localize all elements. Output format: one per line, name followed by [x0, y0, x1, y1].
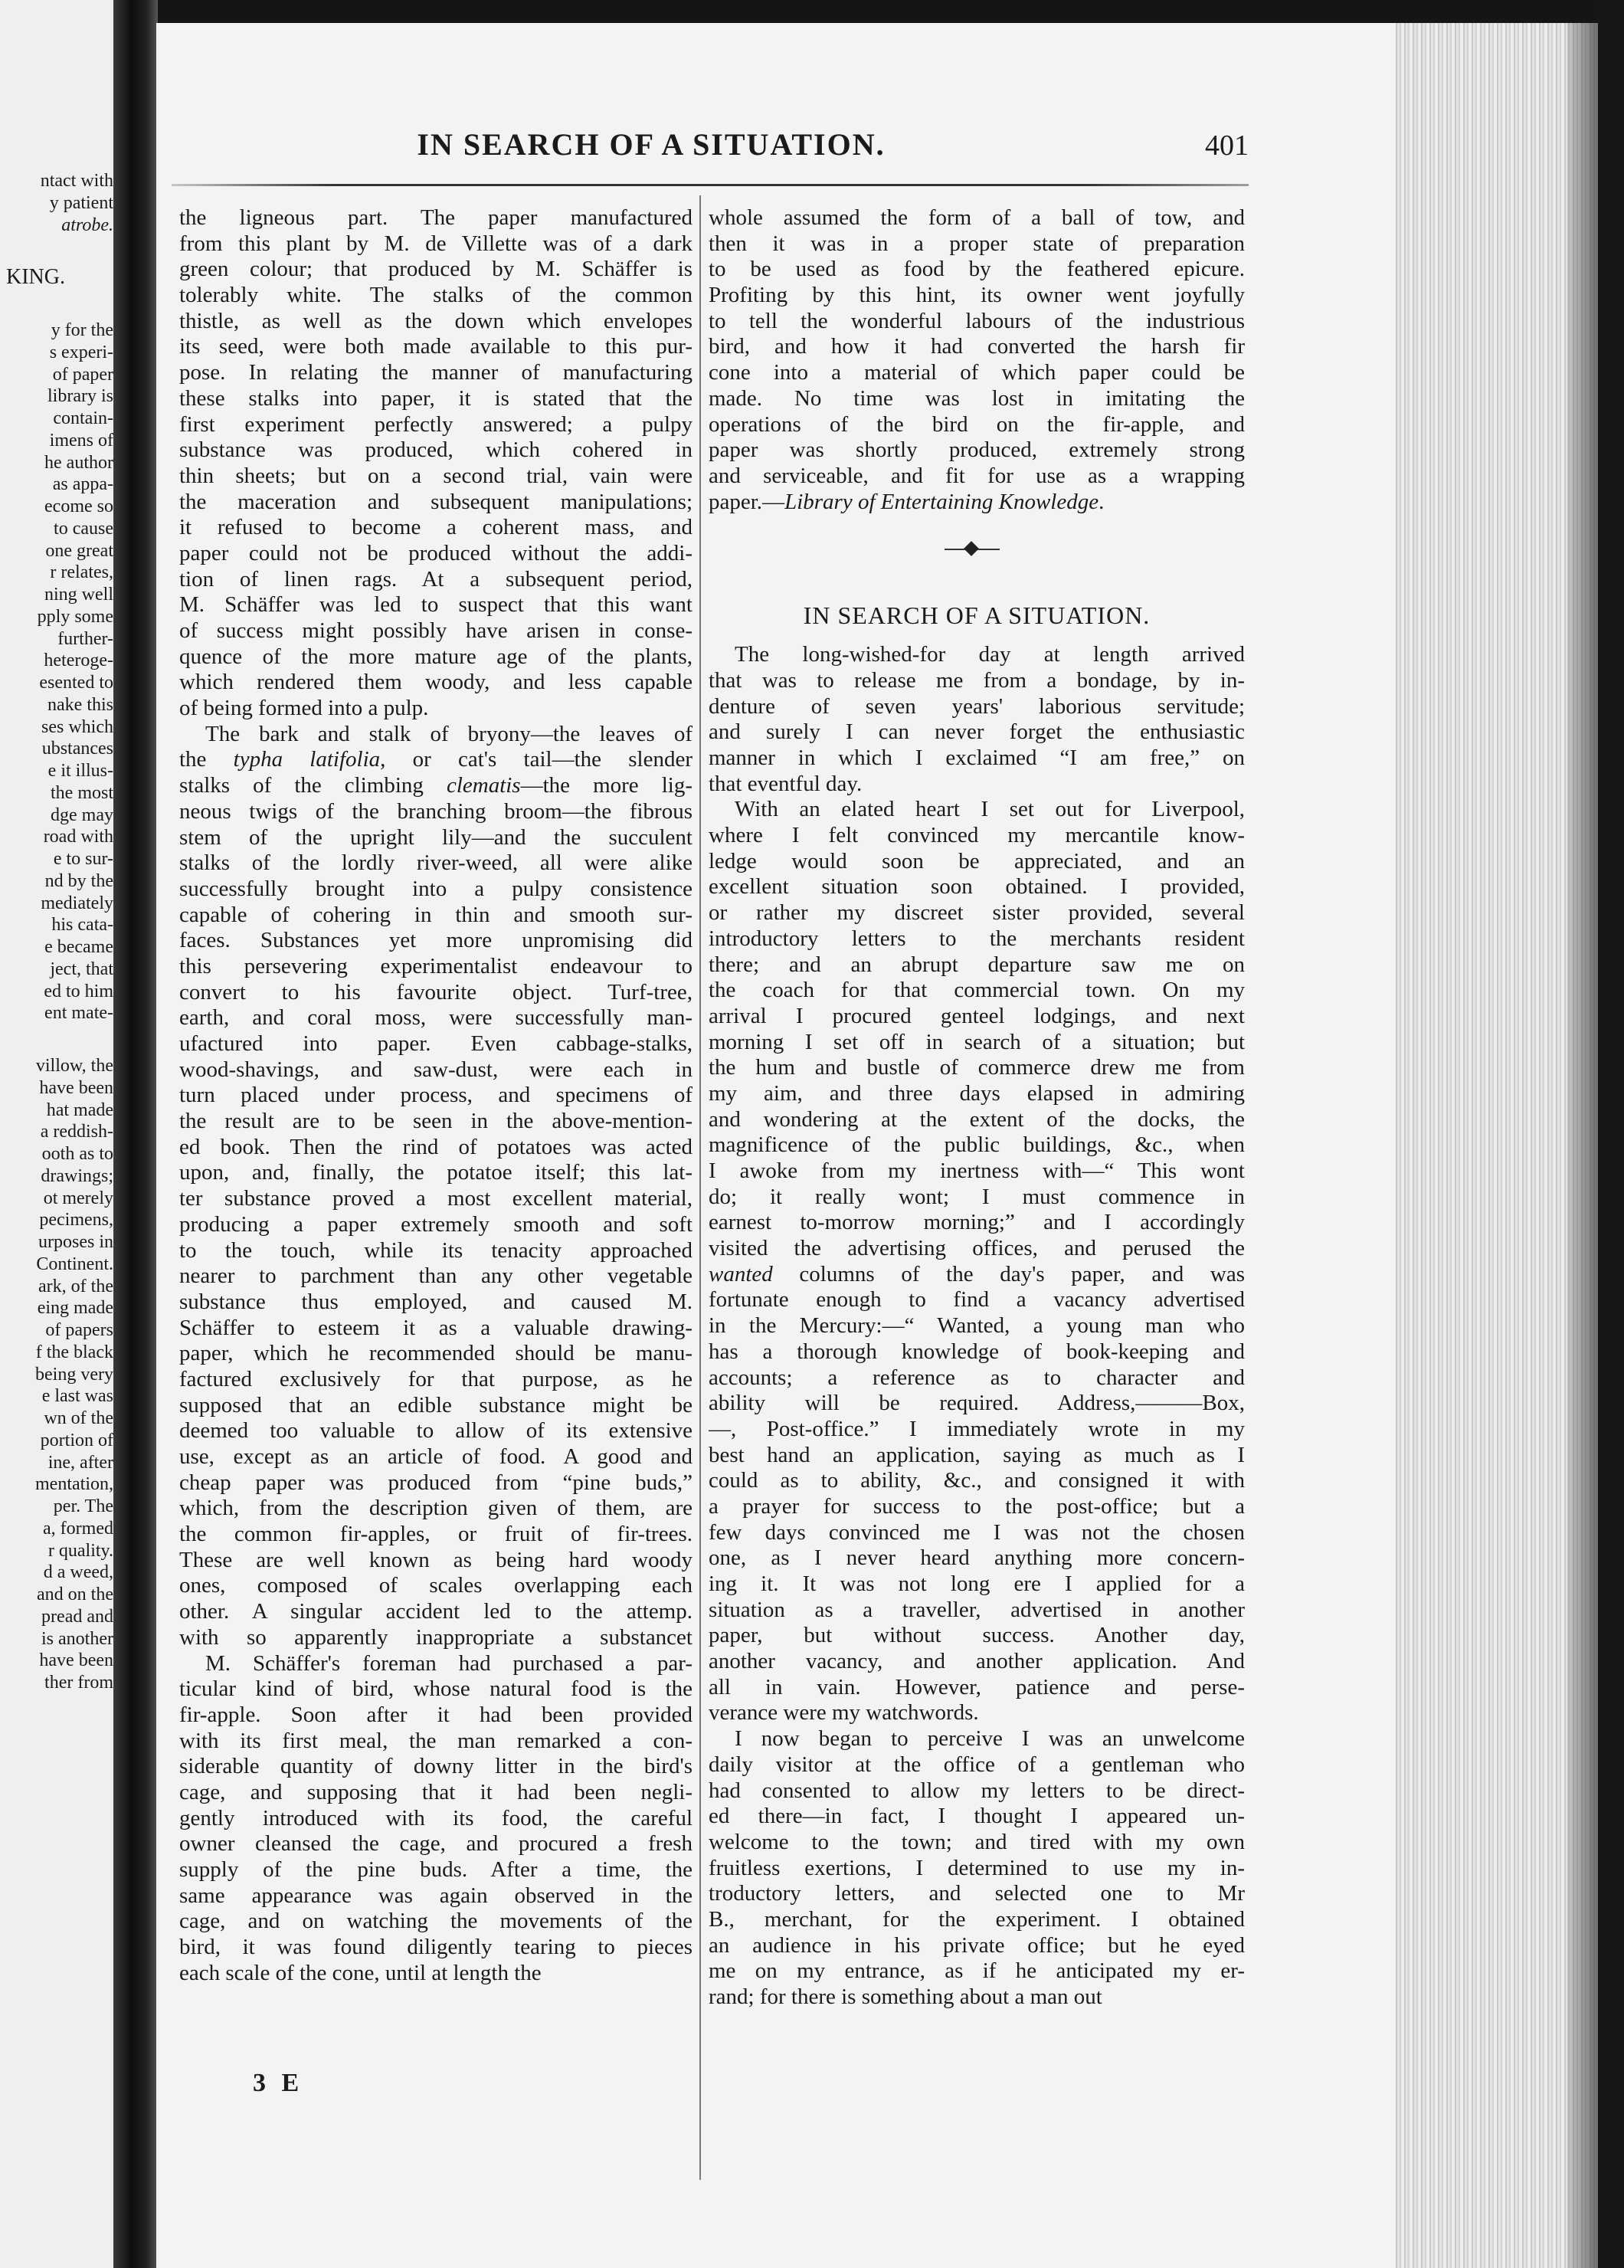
- text-line: or rather my discreet sister provided, several: [709, 900, 1245, 926]
- text-line: paper could not be produced without the addi-: [179, 540, 692, 565]
- facing-page-line: nd by the: [44, 870, 113, 891]
- text-line: one, as I never heard anything more concern-: [709, 1545, 1245, 1571]
- facing-page-line: nake this: [47, 694, 113, 715]
- text-line: made. No time was lost in imitating the: [709, 385, 1245, 411]
- right-column: [709, 205, 1245, 2011]
- text-line: do; it really wont; I must commence in: [709, 1184, 1245, 1209]
- text-line: use, except as an article of food. A good and: [179, 1444, 692, 1469]
- text-line: all in vain. However, patience and perse-: [709, 1674, 1245, 1699]
- facing-page-line: heteroge-: [44, 651, 113, 671]
- header-rule: [172, 184, 1249, 186]
- text-line: other. A singular accident led to the attemp.: [179, 1599, 692, 1624]
- text-line: each scale of the cone, until at length the: [179, 1960, 542, 1985]
- facing-page-line: pecimens,: [39, 1210, 113, 1231]
- text-line: The long-wished-for day at length arrived: [735, 642, 1245, 667]
- text-line: capable of cohering in thin and smooth sur-: [179, 902, 692, 927]
- text-line: of being formed into a pulp.: [179, 696, 429, 721]
- text-line: introductory letters to the merchants resident: [709, 926, 1245, 951]
- text-line: that was to release me from a bondage, by in-: [709, 667, 1245, 693]
- facing-page-line: to cause: [54, 518, 113, 539]
- text-line: quence of the more mature age of the plants,: [179, 644, 692, 669]
- facing-page-line: [6, 236, 113, 267]
- book-gutter: [113, 0, 158, 2268]
- facing-page-line: wn of the: [44, 1408, 113, 1428]
- text-line: turn placed under process, and specimens of: [179, 1083, 692, 1108]
- facing-page-line: portion of: [40, 1430, 113, 1450]
- facing-page-line: ark, of the: [38, 1276, 113, 1296]
- text-line: green colour; that produced by M. Schäffer is: [179, 257, 692, 282]
- text-line: to the touch, while its tenacity approached: [179, 1237, 692, 1263]
- text-line: has a thorough knowledge of book-keeping and: [709, 1339, 1245, 1364]
- text-line: situation as a traveller, advertised in another: [709, 1597, 1245, 1622]
- continued-text: [709, 205, 1245, 515]
- facing-page-line: r quality.: [47, 1540, 113, 1561]
- text-line: cone into a material of which paper could be: [709, 360, 1245, 385]
- facing-page-line: and on the: [37, 1585, 113, 1604]
- text-line: another vacancy, and another application. And: [709, 1649, 1245, 1674]
- text-line: deemed too valuable to allow of its extensive: [179, 1418, 692, 1444]
- facing-page-line: ine, after: [47, 1452, 113, 1473]
- text-line: morning I set off in search of a situation; but: [709, 1029, 1245, 1054]
- text-line: verance were my watchwords.: [709, 1700, 979, 1726]
- text-line: could as to ability, &c., and consigned it with: [709, 1468, 1245, 1493]
- facing-page-line: is another: [41, 1628, 113, 1649]
- ornament-diamond: [964, 541, 979, 556]
- text-line: M. Schäffer's foreman had purchased a par-: [205, 1650, 692, 1676]
- text-line: me on my entrance, as if he anticipated my er-: [709, 1958, 1245, 1984]
- text-line: to be used as food by the feathered epicure.: [709, 257, 1245, 282]
- facing-page-line: mediately: [41, 893, 113, 913]
- text-line: my aim, and three days elapsed in admiring: [709, 1080, 1245, 1106]
- facing-page-line: ubstances: [41, 739, 113, 759]
- facing-page-line: ecome so: [44, 497, 113, 516]
- text-line: earnest to-morrow morning;” and I accordingly: [709, 1210, 1245, 1235]
- text-line: had consented to allow my letters to be direct-: [709, 1778, 1245, 1803]
- text-line: and surely I can never forget the enthusiastic: [709, 719, 1245, 745]
- facing-page-line: being very: [35, 1364, 113, 1385]
- text-line: wood-shavings, and saw-dust, were each in: [179, 1057, 692, 1082]
- text-line: —, Post-office.” I immediately wrote in my: [709, 1416, 1245, 1441]
- article-body: [709, 642, 1245, 2010]
- article-title: IN SEARCH OF A SITUATION.: [803, 601, 1151, 630]
- text-line: the common fir-apples, or fruit of fir-trees.: [179, 1522, 692, 1547]
- facing-page-line: esented to: [39, 673, 113, 693]
- facing-page-line: drawings;: [41, 1165, 113, 1186]
- facing-page-line: ning well: [44, 585, 113, 605]
- text-line: ter substance proved a most excellent material,: [179, 1186, 692, 1211]
- text-line: the typha latifolia, or cat's tail—the slender: [179, 747, 692, 772]
- text-line: the hum and bustle of commerce drew me from: [709, 1055, 1245, 1080]
- facing-page-line: eing made: [37, 1298, 113, 1319]
- text-line: it refused to become a coherent mass, and: [179, 515, 692, 540]
- facing-page-line: have been: [39, 1077, 113, 1098]
- text-line: with so apparently inappropriate a substancet: [179, 1624, 692, 1650]
- text-line: bird, it was found diligently tearing to pieces: [179, 1935, 692, 1960]
- text-line: thin sheets; but on a second trial, vain were: [179, 463, 692, 488]
- text-line: then it was in a proper state of preparation: [709, 231, 1245, 256]
- facing-page-line: road with: [43, 827, 113, 847]
- facing-page-line: imens of: [49, 430, 113, 451]
- text-line: cheap paper was produced from “pine buds,”: [179, 1470, 692, 1495]
- text-line: ing it. It was not long ere I applied for a: [709, 1572, 1245, 1596]
- text-line: substance thus employed, and caused M.: [179, 1289, 692, 1314]
- text-line: in the Mercury:—“ Wanted, a young man who: [709, 1313, 1245, 1339]
- text-line: the result are to be seen in the above-mention-: [179, 1109, 692, 1134]
- text-line: rand; for there is something about a man out: [709, 1984, 1102, 2009]
- text-line: manner in which I exclaimed “I am free,” on: [709, 746, 1245, 770]
- text-line: fortunate enough to find a vacancy advertised: [709, 1287, 1245, 1313]
- facing-page-line: he author: [44, 452, 113, 473]
- facing-page-line: ject, that: [50, 959, 113, 979]
- text-line: earth, and coral moss, were successfully man-: [179, 1005, 692, 1031]
- facing-page-line: of papers: [45, 1320, 113, 1340]
- facing-page-fragment: [0, 0, 115, 2268]
- facing-page-line: have been: [39, 1650, 113, 1671]
- text-line: to tell the wonderful labours of the industrious: [709, 308, 1245, 333]
- text-line: this persevering experimentalist endeavour to: [179, 953, 692, 978]
- text-line: whole assumed the form of a ball of tow, and: [709, 205, 1245, 230]
- text-line: nearer to parchment than any other vegetable: [179, 1263, 692, 1289]
- facing-page-line: e it illus-: [47, 761, 113, 781]
- section-ornament: [709, 523, 1245, 569]
- text-line: supply of the pine buds. After a time, the: [179, 1857, 692, 1882]
- facing-page-line: s experi-: [49, 342, 113, 362]
- text-line: accounts; a reference as to character and: [709, 1365, 1245, 1390]
- text-line: ed book. Then the rind of potatoes was acted: [179, 1134, 692, 1159]
- text-line: and serviceable, and fit for use as a wrapping: [709, 463, 1245, 488]
- text-line: with its first meal, the man remarked a con-: [179, 1728, 692, 1753]
- text-line: I now began to perceive I was an unwelcome: [735, 1726, 1245, 1752]
- text-line: excellent situation soon obtained. I provided,: [709, 874, 1245, 900]
- facing-page-line: hat made: [46, 1100, 113, 1120]
- facing-page-line: a reddish-: [40, 1122, 113, 1142]
- facing-page-line: mentation,: [35, 1474, 113, 1495]
- facing-page-line: Continent.: [36, 1254, 113, 1274]
- facing-page-line: dge may: [51, 805, 113, 825]
- facing-page-line: library is: [47, 386, 113, 407]
- facing-page-line: ntact with: [40, 171, 113, 191]
- text-line: siderable quantity of downy litter in the bird's: [179, 1754, 692, 1779]
- text-line: the coach for that commercial town. On my: [709, 978, 1245, 1003]
- text-line: daily visitor at the office of a gentleman who: [709, 1752, 1245, 1777]
- text-line: paper, which he recommended should be manu-: [179, 1341, 692, 1366]
- facing-page-line: y for the: [51, 320, 113, 340]
- facing-page-line: per. The: [53, 1496, 113, 1516]
- facing-page-line: as appa-: [52, 474, 113, 495]
- facing-page-line: ent mate-: [44, 1003, 113, 1024]
- facing-page-line: e to sur-: [53, 849, 113, 869]
- text-line: and wondering at the extent of the docks, the: [709, 1106, 1245, 1132]
- text-line: ability will be required. Address,———Box,: [709, 1391, 1245, 1416]
- text-line: of success might possibly have arisen in conse-: [179, 618, 692, 643]
- text-line: ed there—in fact, I thought I appeared un-: [709, 1804, 1245, 1829]
- facing-page-line: pply some: [37, 606, 113, 627]
- text-line: stalks of the lordly river-weed, all were alike: [179, 850, 692, 876]
- text-line: operations of the bird on the fir-apple, and: [709, 411, 1245, 437]
- page-number: 401: [1205, 129, 1249, 162]
- facing-page-text: [6, 170, 113, 1694]
- facing-page-line: e became: [44, 937, 113, 957]
- text-line: neous twigs of the branching broom—the fibrous: [179, 798, 692, 824]
- text-line: With an elated heart I set out for Liverpool,: [735, 797, 1245, 822]
- text-line: upon, and, finally, the potatoe itself; this lat-: [179, 1160, 692, 1185]
- text-line: pose. In relating the manner of manufacturing: [179, 360, 692, 385]
- facing-page-line: contain-: [53, 408, 113, 428]
- facing-page-line: the most: [51, 782, 113, 803]
- facing-page-line: further-: [57, 628, 113, 649]
- facing-page-line: f the black: [35, 1342, 113, 1362]
- facing-page-line: r relates,: [50, 562, 113, 583]
- facing-page-line: [6, 289, 113, 320]
- facing-page-line: ses which: [41, 716, 113, 737]
- text-line: supposed that an edible substance might be: [179, 1392, 692, 1418]
- text-line: Schäffer to esteem it as a valuable drawing-: [179, 1315, 692, 1340]
- facing-page-line: one great: [45, 540, 113, 561]
- text-line: factured exclusively for that purpose, as he: [179, 1366, 692, 1391]
- text-line: which, from the description given of them, are: [179, 1496, 692, 1521]
- text-line: welcome to the town; and tired with my own: [709, 1829, 1245, 1854]
- text-line: stem of the upright lily—and the succulent: [179, 824, 692, 850]
- facing-page-line: d a weed,: [43, 1562, 113, 1583]
- text-line: owner cleansed the cage, and procured a fresh: [179, 1831, 692, 1857]
- text-line: M. Schäffer was led to suspect that this want: [179, 592, 692, 618]
- facing-page-line: a, formed: [43, 1518, 113, 1539]
- text-line: bird, and how it had converted the harsh fir: [709, 334, 1245, 359]
- text-line: Profiting by this hint, its owner went joyfully: [709, 283, 1245, 308]
- text-line: ticular kind of bird, whose natural food is the: [179, 1676, 692, 1702]
- text-line: tion of linen rags. At a subsequent period,: [179, 566, 692, 592]
- text-line: ones, composed of scales overlapping each: [179, 1573, 692, 1598]
- text-line: producing a paper extremely smooth and soft: [179, 1211, 692, 1237]
- facing-page-line: ther from: [44, 1673, 113, 1693]
- text-line: denture of seven years' laborious servitude;: [709, 693, 1245, 719]
- text-line: there; and an abrupt departure saw me on: [709, 952, 1245, 977]
- text-line: which rendered them woody, and less capable: [179, 670, 692, 695]
- text-line: paper, but without success. Another day,: [709, 1623, 1245, 1648]
- facing-page-line: [6, 1024, 113, 1055]
- text-line: an audience in his private office; but he eyed: [709, 1932, 1245, 1958]
- text-line: substance was produced, which cohered in: [179, 438, 692, 463]
- text-line: arrival I procured genteel lodgings, and next: [709, 1003, 1245, 1028]
- text-line: these stalks into paper, it is stated that the: [179, 385, 692, 411]
- text-line: fir-apple. Soon after it had been provided: [179, 1702, 692, 1727]
- text-line: ledge would soon be appreciated, and an: [709, 848, 1245, 873]
- text-line: magnificence of the public buildings, &c., when: [709, 1132, 1245, 1158]
- text-line: wanted columns of the day's paper, and was: [709, 1261, 1245, 1286]
- facing-page-line: villow, the: [35, 1056, 113, 1076]
- text-line: paper was shortly produced, extremely strong: [709, 438, 1245, 463]
- facing-page-line: KING.: [6, 267, 65, 289]
- facing-page-line: pread and: [41, 1606, 113, 1627]
- text-line: convert to his favourite object. Turf-tree,: [179, 979, 692, 1005]
- text-line: from this plant by M. de Villette was of a dark: [179, 231, 692, 256]
- text-line: stalks of the climbing clematis—the more lig-: [179, 773, 692, 798]
- facing-page-line: his cata-: [51, 915, 113, 936]
- facing-page-line: e last was: [41, 1386, 113, 1407]
- text-line: B., merchant, for the experiment. I obtained: [709, 1906, 1245, 1932]
- text-line: gently introduced with its food, the careful: [179, 1805, 692, 1830]
- scan-top-edge: [156, 0, 1612, 23]
- left-column: [179, 205, 692, 1986]
- facing-page-line: urposes in: [38, 1232, 113, 1252]
- text-line: ufactured into paper. Even cabbage-stalks,: [179, 1031, 692, 1056]
- text-line: same appearance was again observed in the: [179, 1883, 692, 1908]
- text-line: fruitless exertions, I determined to use my in-: [709, 1855, 1245, 1880]
- text-line: where I felt convinced my mercantile know-: [709, 823, 1245, 848]
- facing-page-line: ooth as to: [41, 1144, 113, 1164]
- signature-mark: 3 E: [253, 2069, 304, 2097]
- column-divider: [699, 195, 701, 2180]
- text-line: that eventful day.: [709, 771, 863, 796]
- text-line: cage, and supposing that it had been negli-: [179, 1779, 692, 1804]
- text-line: the maceration and subsequent manipulations;: [179, 489, 692, 514]
- text-line: a prayer for success to the post-office; but a: [709, 1493, 1245, 1519]
- text-line: its seed, were both made available to this pur-: [179, 334, 692, 359]
- facing-page-line: atrobe.: [61, 215, 113, 235]
- text-line: The bark and stalk of bryony—the leaves of: [205, 721, 692, 746]
- page-edges: [1396, 23, 1598, 2268]
- facing-page-line: ot merely: [43, 1188, 113, 1208]
- text-line: tolerably white. The stalks of the common: [179, 283, 692, 308]
- text-line: troductory letters, and selected one to Mr: [709, 1881, 1245, 1906]
- text-line: cage, and on watching the movements of the: [179, 1909, 692, 1934]
- text-line: few days convinced me I was not the chosen: [709, 1519, 1245, 1545]
- running-title: IN SEARCH OF A SITUATION.: [417, 127, 886, 162]
- text-line: first experiment perfectly answered; a pulpy: [179, 411, 692, 437]
- text-line: These are well known as being hard woody: [179, 1547, 692, 1572]
- scan-right-edge: [1598, 0, 1624, 2268]
- facing-page-line: of paper: [52, 364, 113, 385]
- text-line: visited the advertising offices, and perused the: [709, 1236, 1245, 1261]
- facing-page-line: y patient: [49, 192, 113, 213]
- text-line: thistle, as well as the down which envelopes: [179, 308, 692, 333]
- text-line: the ligneous part. The paper manufactured: [179, 205, 692, 230]
- text-line: I awoke from my inertness with—“ This wont: [709, 1159, 1245, 1183]
- facing-page-line: ed to him: [44, 981, 113, 1001]
- text-line: faces. Substances yet more unpromising did: [179, 928, 692, 953]
- text-line: successfully brought into a pulpy consistence: [179, 876, 692, 901]
- text-line: paper.—Library of Entertaining Knowledge.: [709, 489, 1105, 514]
- text-line: best hand an application, saying as much as I: [709, 1442, 1245, 1467]
